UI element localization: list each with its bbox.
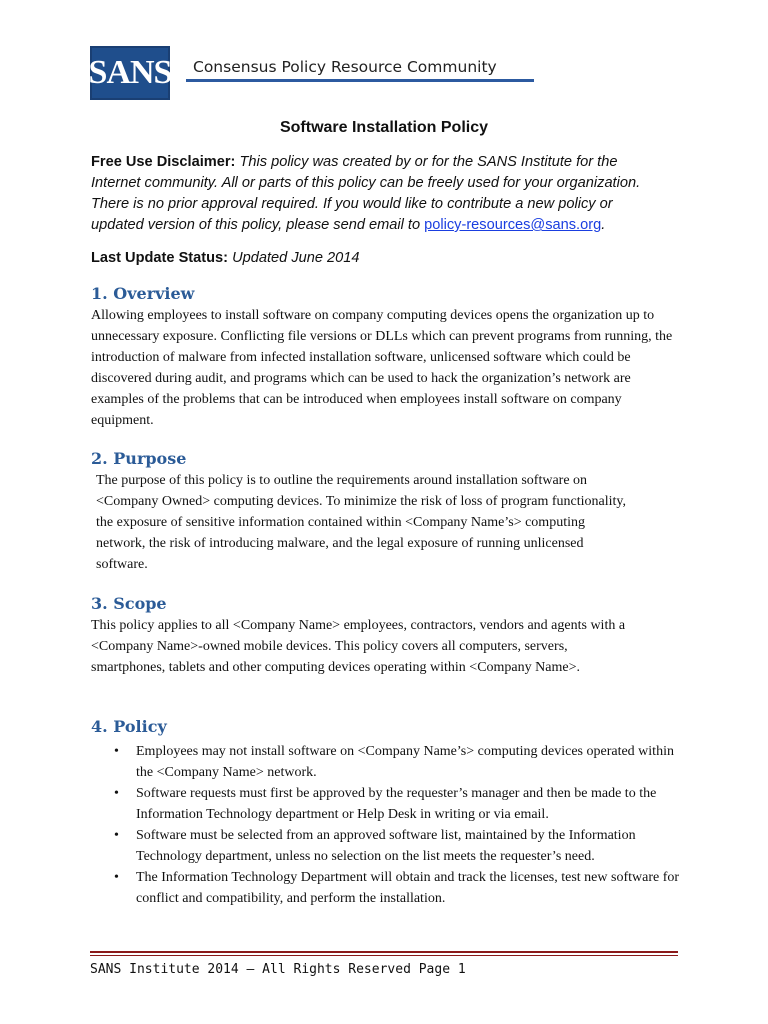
- purpose-body: The purpose of this policy is to outline the requirements around installation software on <Company Owned> computing devices. To minimize the risk of loss of program functionality, the exposure of sensitive information contained within <Company Name’s> computing network, the risk of introducing malware, and the legal exposure of running unlicensed software.: [96, 473, 626, 572]
- header-underline: [186, 79, 534, 82]
- logo-text: SANS: [88, 54, 172, 91]
- list-item-text: Employees may not install software on <Company Name’s> computing devices operated within the <Company Name> network.: [136, 744, 674, 780]
- list-item: [114, 825, 684, 867]
- list-item: [114, 867, 684, 909]
- last-update-label: Last Update Status:: [91, 250, 229, 266]
- bullet-icon: •: [114, 744, 119, 759]
- community-title: Consensus Policy Resource Community: [193, 58, 497, 76]
- policy-list: [114, 741, 684, 909]
- scope-body: This policy applies to all <Company Name> employees, contractors, vendors and agents with a <Company Name>-owned mobile devices. This policy covers all computers, servers, smartphones, tablets and other computing devices operating within <Company Name>.: [91, 618, 626, 675]
- list-item: [114, 741, 684, 783]
- list-item: [114, 783, 684, 825]
- heading-overview: 1. Overview: [91, 284, 195, 303]
- bullet-icon: •: [114, 828, 119, 843]
- last-update-status: [91, 248, 651, 269]
- disclaimer-label: Free Use Disclaimer:: [91, 154, 236, 170]
- email-link[interactable]: policy-resources@sans.org: [424, 217, 602, 233]
- footer-text: SANS Institute 2014 – All Rights Reserved Page 1: [90, 962, 466, 977]
- footer-divider: [90, 951, 678, 953]
- heading-purpose: 2. Purpose: [91, 449, 187, 468]
- last-update-value: Updated June 2014: [228, 250, 360, 266]
- heading-scope: 3. Scope: [91, 594, 167, 613]
- disclaimer-end: .: [601, 217, 606, 233]
- list-item-text: Software must be selected from an approved software list, maintained by the Information Technology department, unless no selection on the list meets the requester’s need.: [136, 828, 636, 864]
- bullet-icon: •: [114, 870, 119, 885]
- bullet-icon: •: [114, 786, 119, 801]
- disclaimer-paragraph: [91, 152, 651, 236]
- footer-divider-thin: [90, 955, 678, 956]
- page-title: Software Installation Policy: [279, 119, 489, 136]
- list-item-text: The Information Technology Department will obtain and track the licenses, test new software for conflict and compatibility, and perform the installation.: [136, 870, 680, 906]
- list-item-text: Software requests must first be approved by the requester’s manager and then be made to the Information Technology department or Help Desk in writing or via email.: [136, 786, 657, 822]
- heading-policy: 4. Policy: [91, 717, 167, 736]
- disclaimer-text: This policy was created by or for the SANS Institute for the Internet community. All or parts of this policy can be freely used for your organization. There is no prior approval required. If you would like to contribute a new policy or updated version of this policy, please send email to: [91, 154, 641, 233]
- overview-body: Allowing employees to install software on company computing devices opens the organization up to unnecessary exposure. Conflicting file versions or DLLs which can prevent programs from running, the introduction of malware from infected installation software, unlicensed software which could be discovered during audit, and programs which can be used to hack the organization’s network are examples of the problems that can be introduced when employees install software on company equipment.: [91, 308, 673, 428]
- sans-logo: [90, 46, 170, 100]
